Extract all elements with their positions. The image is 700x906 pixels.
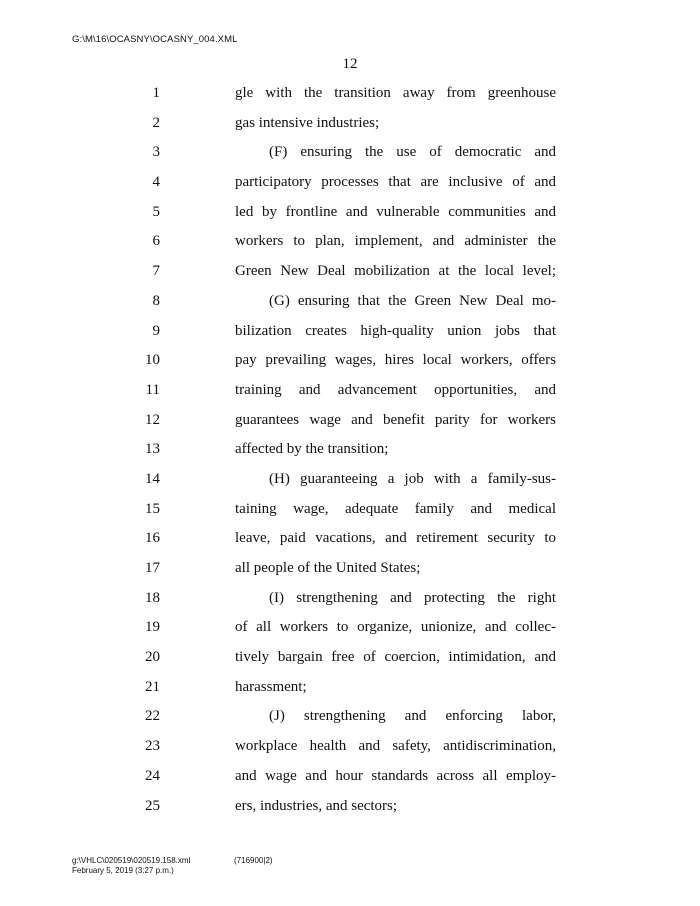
footer-file-path: g:\VHLC\020519\020519.158.xml bbox=[72, 856, 191, 865]
line-number: 13 bbox=[145, 441, 160, 458]
document-line bbox=[0, 495, 700, 525]
line-number: 14 bbox=[145, 470, 160, 487]
document-line bbox=[0, 376, 700, 406]
line-number: 19 bbox=[145, 619, 160, 636]
document-line bbox=[0, 406, 700, 436]
line-number: 12 bbox=[145, 411, 160, 428]
line-number: 21 bbox=[145, 678, 160, 695]
line-text: (F) ensuring the use of democratic and bbox=[269, 144, 556, 161]
footer-code: (716900|2) bbox=[234, 856, 273, 865]
footer-date: February 5, 2019 (3:27 p.m.) bbox=[72, 866, 174, 875]
document-body bbox=[0, 79, 700, 821]
line-text: affected by the transition; bbox=[235, 441, 389, 458]
document-line bbox=[0, 346, 700, 376]
line-text: participatory processes that are inclusive of and bbox=[235, 174, 556, 191]
line-number: 23 bbox=[145, 738, 160, 755]
document-line bbox=[0, 613, 700, 643]
document-line bbox=[0, 109, 700, 139]
document-line bbox=[0, 792, 700, 822]
line-number: 9 bbox=[152, 322, 160, 339]
document-line bbox=[0, 198, 700, 228]
line-text: led by frontline and vulnerable communities and bbox=[235, 203, 556, 220]
line-text: guarantees wage and benefit parity for workers bbox=[235, 411, 556, 428]
line-number: 6 bbox=[152, 233, 160, 250]
line-number: 2 bbox=[152, 114, 160, 131]
document-line bbox=[0, 673, 700, 703]
line-text: bilization creates high-quality union jobs that bbox=[235, 322, 556, 339]
line-text: taining wage, adequate family and medical bbox=[235, 500, 556, 517]
document-line bbox=[0, 79, 700, 109]
line-number: 24 bbox=[145, 767, 160, 784]
line-text: harassment; bbox=[235, 678, 307, 695]
document-line bbox=[0, 287, 700, 317]
line-number: 3 bbox=[152, 144, 160, 161]
document-line bbox=[0, 257, 700, 287]
line-number: 16 bbox=[145, 530, 160, 547]
line-text: workplace health and safety, antidiscrimination, bbox=[235, 738, 556, 755]
footer bbox=[72, 856, 273, 876]
page-number: 12 bbox=[342, 56, 358, 72]
document-line bbox=[0, 554, 700, 584]
line-text: (G) ensuring that the Green New Deal mo- bbox=[269, 292, 556, 309]
line-number: 1 bbox=[152, 85, 160, 101]
document-line bbox=[0, 227, 700, 257]
document-line bbox=[0, 317, 700, 347]
document-line bbox=[0, 138, 700, 168]
line-number: 20 bbox=[145, 649, 160, 666]
line-number: 5 bbox=[152, 203, 160, 220]
document-line bbox=[0, 702, 700, 732]
line-number: 25 bbox=[145, 797, 160, 814]
line-text: of all workers to organize, unionize, and collec- bbox=[235, 619, 556, 636]
line-number: 18 bbox=[145, 589, 160, 606]
document-line bbox=[0, 762, 700, 792]
line-text: tively bargain free of coercion, intimidation, and bbox=[235, 649, 556, 666]
line-text: Green New Deal mobilization at the local level; bbox=[235, 263, 556, 280]
line-number: 11 bbox=[145, 381, 160, 398]
document-line bbox=[0, 643, 700, 673]
line-text: all people of the United States; bbox=[235, 560, 421, 576]
line-text: gas intensive industries; bbox=[235, 114, 380, 131]
document-line bbox=[0, 584, 700, 614]
line-text: ers, industries, and sectors; bbox=[235, 797, 398, 814]
line-number: 4 bbox=[152, 174, 160, 191]
line-number: 22 bbox=[145, 708, 160, 725]
line-number: 8 bbox=[152, 292, 160, 309]
line-text: (J) strengthening and enforcing labor, bbox=[269, 708, 556, 725]
line-text: (H) guaranteeing a job with a family-sus- bbox=[269, 470, 556, 487]
line-text: pay prevailing wages, hires local workers, offers bbox=[235, 352, 556, 369]
document-line bbox=[0, 465, 700, 495]
line-text: training and advancement opportunities, and bbox=[235, 381, 556, 398]
document-line bbox=[0, 168, 700, 198]
line-number: 10 bbox=[145, 352, 160, 369]
line-text: and wage and hour standards across all employ- bbox=[235, 767, 556, 784]
line-text: gle with the transition away from greenhouse bbox=[235, 85, 556, 101]
document-line bbox=[0, 435, 700, 465]
line-text: workers to plan, implement, and administer the bbox=[235, 233, 556, 250]
line-number: 7 bbox=[152, 263, 160, 280]
document-line bbox=[0, 524, 700, 554]
line-number: 15 bbox=[145, 500, 160, 517]
line-number: 17 bbox=[145, 560, 160, 576]
line-text: (I) strengthening and protecting the right bbox=[269, 589, 556, 606]
document-line bbox=[0, 732, 700, 762]
header-file-path: G:\M\16\OCASNY\OCASNY_004.XML bbox=[72, 34, 238, 45]
line-text: leave, paid vacations, and retirement security to bbox=[235, 530, 556, 547]
